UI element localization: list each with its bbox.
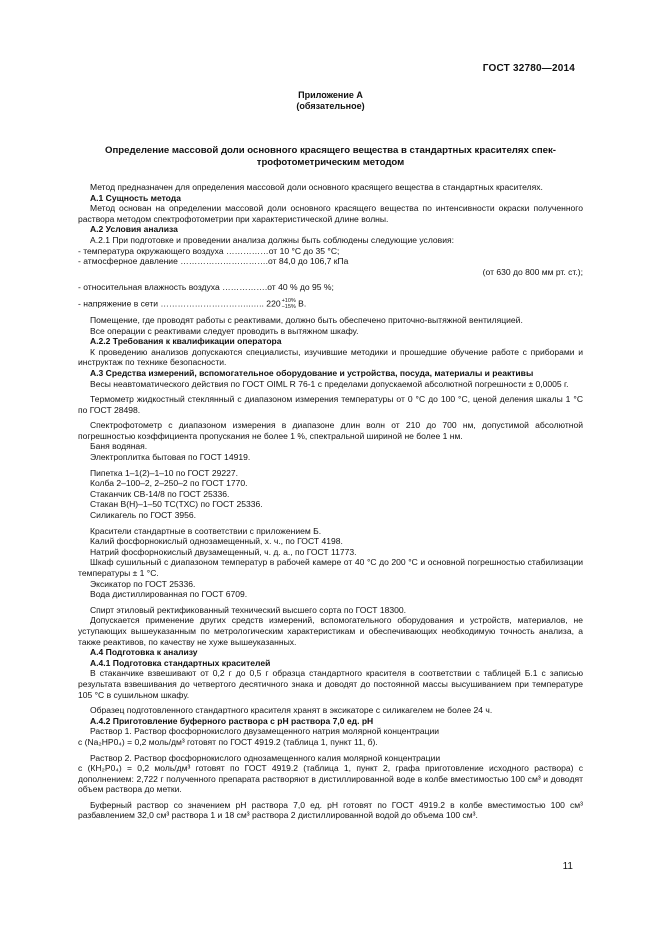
- section-a1-text: Метод основан на определении массовой доли основного красящего вещества по интенсивности окраски полученного раствора методом спектрофотометрии при характеристической длине волны.: [78, 203, 583, 224]
- section-a3-heading: А.3 Средства измерений, вспомогательное оборудование и устройства, посуда, материалы и реактивы: [90, 367, 534, 378]
- condition-temperature: - температура окружающего воздуха ……………от 10 °С до 35 °С;: [78, 245, 340, 256]
- section-a2-heading: А.2 Условия анализа: [90, 224, 178, 235]
- list-item: Стаканчик СВ-14/8 по ГОСТ 25336.: [90, 488, 230, 499]
- list-item: Эксикатор по ГОСТ 25336.: [90, 578, 196, 589]
- solution-1-line-2: с (Na₂HP0₄) = 0,2 моль/дм³ готовят по ГОСТ 4919.2 (таблица 1, пункт 11, б).: [78, 736, 378, 747]
- section-a22-heading: А.2.2 Требования к квалификации оператора: [90, 336, 282, 347]
- equipment-spectrophotometer: Спектрофотометр с диапазоном измерения в диапазоне длин волн от 210 до 700 нм, допустимой абсолютной погрешностью коэффициента пропускания не более 1 %, спектральной шириной не более 1 нм.: [78, 420, 583, 441]
- list-item: Красители стандартные в соответствии с приложением Б.: [90, 525, 322, 536]
- appendix-title: Приложение А: [298, 90, 363, 100]
- list-item: Вода дистиллированная по ГОСТ 6709.: [90, 589, 248, 600]
- appendix-status: (обязательное): [296, 101, 365, 111]
- document-body: [78, 182, 583, 821]
- section-a4-heading: А.4 Подготовка к анализу: [90, 647, 198, 658]
- condition-humidity: - относительная влажность воздуха …………….от 40 % до 95 %;: [78, 282, 334, 293]
- list-item: Силикагель по ГОСТ 3956.: [90, 510, 197, 521]
- substitution-allowance: Допускается применение других средств измерений, вспомогательного оборудования и устройств, материалов, не уступающих вышеуказанным по метрологическим характеристикам и обеспечивающих необходимую точность анализа, а также реактивов, по качеству не хуже вышеуказанных.: [78, 615, 583, 647]
- voltage-tol-up: +10%: [281, 297, 296, 304]
- section-a22-text: К проведению анализов допускаются специалисты, изучившие методики и прошедшие обучение работе с приборами и инструктаж по технике безопасности.: [78, 346, 583, 368]
- list-item: Стакан В(Н)–1–50 ТС(ТХС) по ГОСТ 25336.: [90, 499, 263, 510]
- list-item: Натрий фосфорнокислый двузамещенный, ч. д. а., по ГОСТ 11773.: [90, 546, 357, 557]
- solution-2-text: с (КН₂P0₄) = 0,2 моль/дм³ готовят по ГОСТ 4919.2 (таблица 1, пункт 2, графа приготовление исходного раствора) с дополнением: 2,722 г полученного препарата растворяют в дистиллированной воде в колбе вместимостью 100 см³ и доводят объем раствора до метки.: [78, 763, 583, 795]
- list-item: Баня водяная.: [90, 441, 148, 452]
- section-a42-heading: А.4.2 Приготовление буферного раствора с рН раствора 7,0 ед. рН: [90, 715, 374, 726]
- list-item: Колба 2–100–2, 2–250–2 по ГОСТ 1770.: [90, 478, 248, 489]
- equipment-oven: Шкаф сушильный с диапазоном температур в рабочей камере от 40 °С до 200 °С и основной погрешностью стабилизации температуры ± 1 °С.: [78, 557, 583, 578]
- voltage-unit: В.: [295, 298, 307, 309]
- voltage-tol-down: −15%: [281, 303, 296, 310]
- document-title: Определение массовой доли основного красящего вещества в стандартных красителях спектрофотометрическим методом: [105, 145, 556, 168]
- section-a41-storage: Образец подготовленного стандартного красителя хранят в эксикаторе с силикагелем не более 24 ч.: [90, 705, 493, 716]
- voltage-text: - напряжение в сети …………………………..….. 220: [78, 298, 281, 309]
- equipment-thermometer: Термометр жидкостный стеклянный с диапазоном измерения температуры от 0 °С до 100 °С, ценой деления шкалы 1 °С по ГОСТ 28498.: [78, 394, 583, 415]
- buffer-solution-text: Буферный раствор со значением pH раствора 7,0 ед. pH готовят по ГОСТ 4919.2 в колбе вместимостью 100 см³ разбавлением 32,0 см³ раствора 1 и 18 см³ раствора 2 дистиллированной водой до объема 100 см³.: [78, 799, 583, 821]
- section-a41-text: В стаканчике взвешивают от 0,2 г до 0,5 г образца стандартного красителя в соответствии с таблицей Б.1 с записью результата взвешивания до четвертого десятичного знака и доводят до постоянной массы высушиванием при температуре 105 °С в сушильном шкафу.: [78, 668, 583, 700]
- standard-code-header: ГОСТ 32780—2014: [482, 63, 575, 74]
- list-item: Спирт этиловый ректификованный технический высшего сорта по ГОСТ 18300.: [90, 604, 407, 615]
- room-ventilation: Помещение, где проводят работы с реактивами, должно быть обеспечено приточно-вытяжной вентиляцией.: [90, 314, 523, 325]
- intro-paragraph: Метод предназначен для определения массовой доли основного красящего вещества в стандартных красителях.: [90, 182, 543, 192]
- condition-voltage: [78, 298, 583, 310]
- condition-pressure: - атмосферное давление ………………………….от 84,0 до 106,7 кПа: [78, 256, 349, 267]
- list-item: Пипетка 1–1(2)–1–10 по ГОСТ 29227.: [90, 467, 239, 478]
- section-a21-text: А.2.1 При подготовке и проведении анализа должны быть соблюдены следующие условия:: [90, 234, 454, 245]
- equipment-list: [78, 441, 583, 557]
- section-a41-heading: А.4.1 Подготовка стандартных красителей: [90, 657, 271, 668]
- voltage-tolerance: [282, 298, 296, 310]
- list-item: Электроплитка бытовая по ГОСТ 14919.: [90, 452, 251, 463]
- section-a1-heading: А.1 Сущность метода: [90, 192, 181, 203]
- room-fume-hood: Все операции с реактивами следует проводить в вытяжном шкафу.: [90, 325, 359, 336]
- solution-2-line-1: Раствор 2. Раствор фосфорнокислого однозамещенного калия молярной концентрации: [90, 752, 441, 763]
- solution-1-line-1: Раствор 1. Раствор фосфорнокислого двузамещенного натрия молярной концентрации: [90, 726, 440, 737]
- list-item: Калий фосфорнокислый однозамещенный, х. ч., по ГОСТ 4198.: [90, 536, 343, 547]
- equipment-list-2: [78, 579, 583, 616]
- equipment-scales: Весы неавтоматического действия по ГОСТ OIML R 76-1 с пределами допускаемой абсолютной погрешности ± 0,0005 г.: [90, 378, 569, 389]
- page-number: 11: [562, 861, 573, 872]
- condition-pressure-mm: (от 630 до 800 мм рт. ст.);: [482, 266, 583, 277]
